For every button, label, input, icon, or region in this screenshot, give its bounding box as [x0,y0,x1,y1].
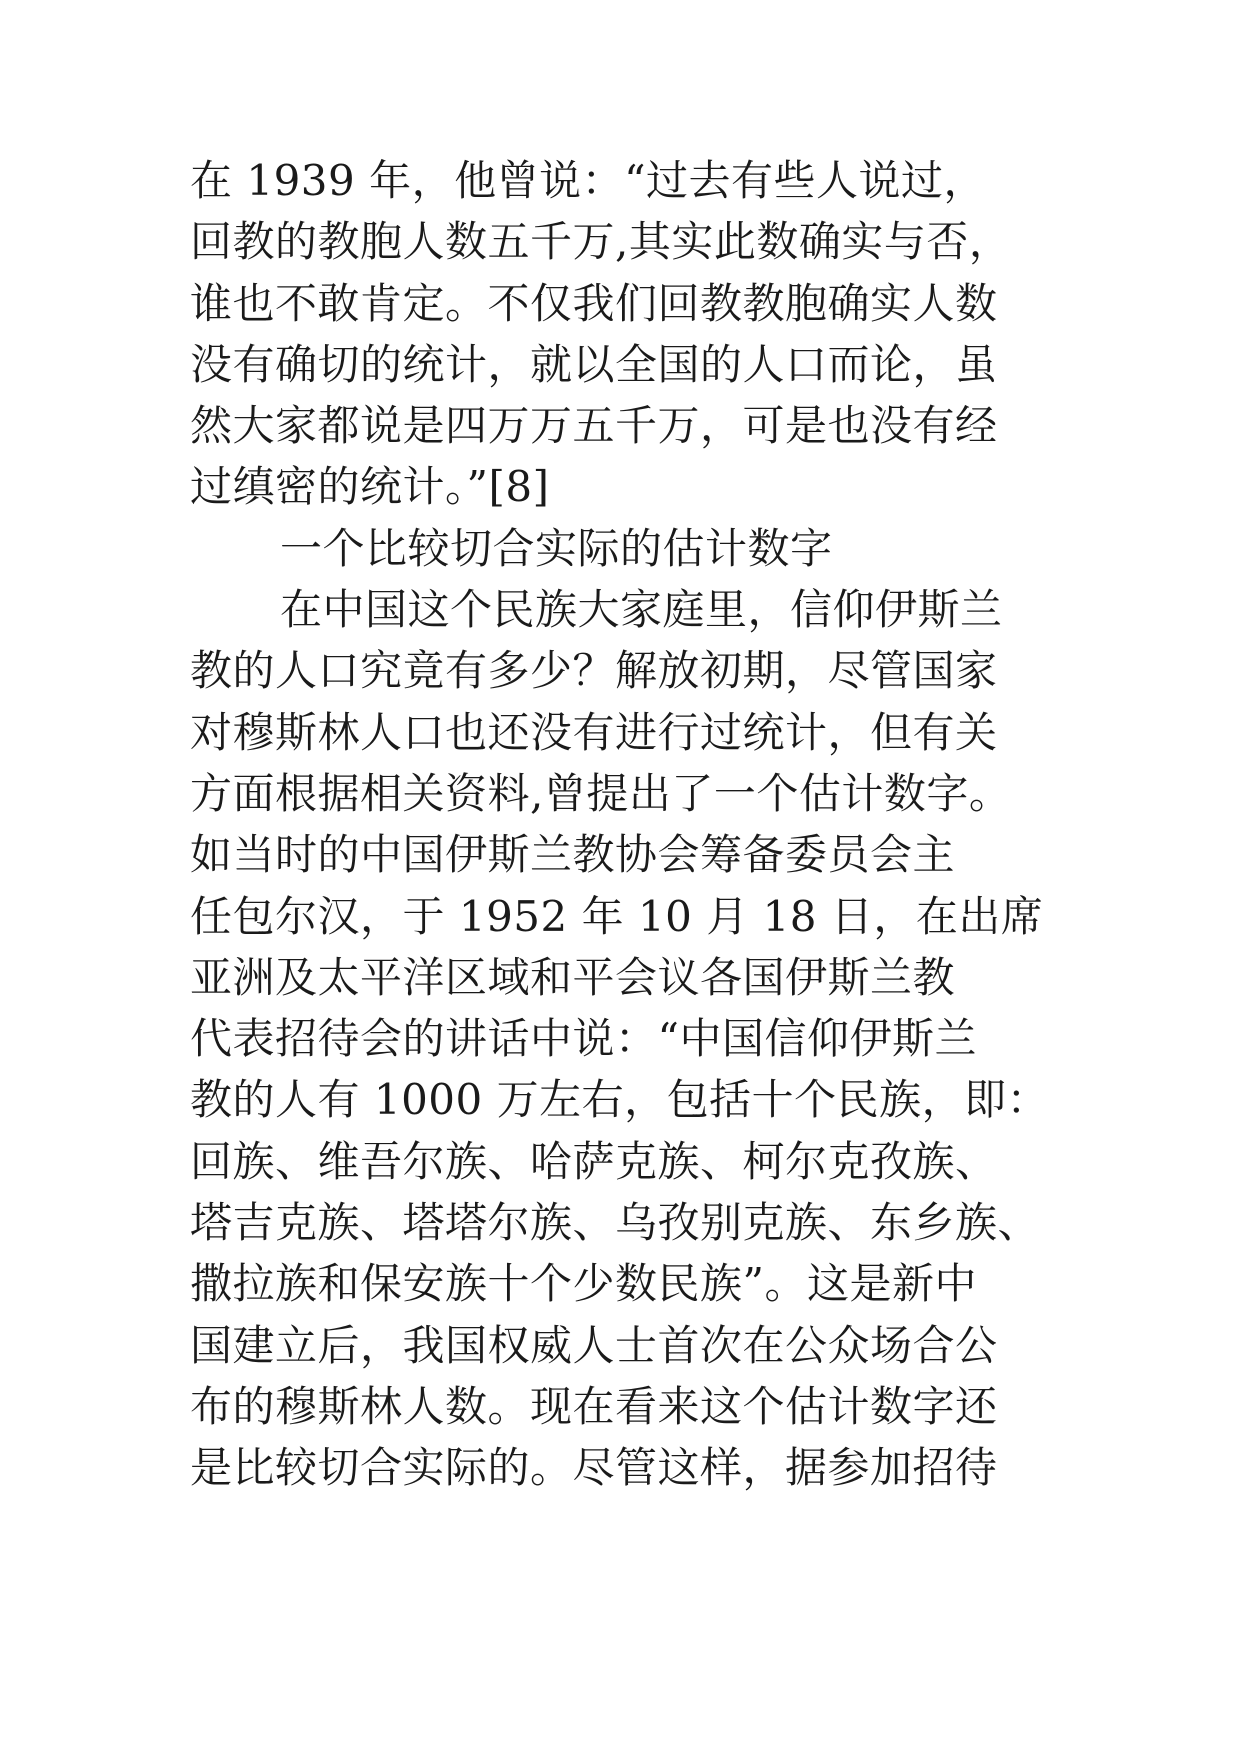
text-line: 塔吉克族、塔塔尔族、乌孜别克族、东乡族、 [190,1198,1041,1248]
text-line: 撒拉族和保安族十个少数民族”。这是新中 [190,1259,977,1309]
text-line: 代表招待会的讲话中说：“中国信仰伊斯兰 [190,1014,977,1064]
section-heading: 一个比较切合实际的估计数字 [280,523,833,573]
text-line: 国建立后，我国权威人士首次在公众场合公 [190,1320,998,1370]
text-line: 谁也不敢肯定。不仅我们回教教胞确实人数 [190,278,998,328]
text-line: 在中国这个民族大家庭里，信仰伊斯兰 [280,585,1003,635]
text-line: 在 1939 年，他曾说：“过去有些人说过， [190,156,987,205]
document-page [190,150,1110,1499]
text-line: 是比较切合实际的。尽管这样，据参加招待 [190,1443,998,1493]
text-line: 教的人口究竟有多少？解放初期，尽管国家 [190,646,998,696]
text-line: 任包尔汉，于 1952 年 10 月 18 日，在出席 [190,891,1044,941]
text-line: 如当时的中国伊斯兰教协会筹备委员会主 [190,830,956,880]
text-line: 布的穆斯林人数。现在看来这个估计数字还 [190,1381,998,1431]
text-line: 过缜密的统计。”[8] [190,462,550,512]
text-line: 方面根据相关资料,曾提出了一个估计数字。 [190,768,1012,818]
text-line: 亚洲及太平洋区域和平会议各国伊斯兰教 [190,952,956,1002]
text-line: 对穆斯林人口也还没有进行过统计，但有关 [190,707,998,757]
text-line: 回教的教胞人数五千万,其实此数确实与否， [190,217,1012,267]
text-line: 然大家都说是四万万五千万，可是也没有经 [190,401,998,451]
text-line: 教的人有 1000 万左右，包括十个民族，即： [190,1075,1050,1125]
text-line: 回族、维吾尔族、哈萨克族、柯尔克孜族、 [190,1136,998,1186]
text-line: 没有确切的统计，就以全国的人口而论，虽 [190,339,998,389]
